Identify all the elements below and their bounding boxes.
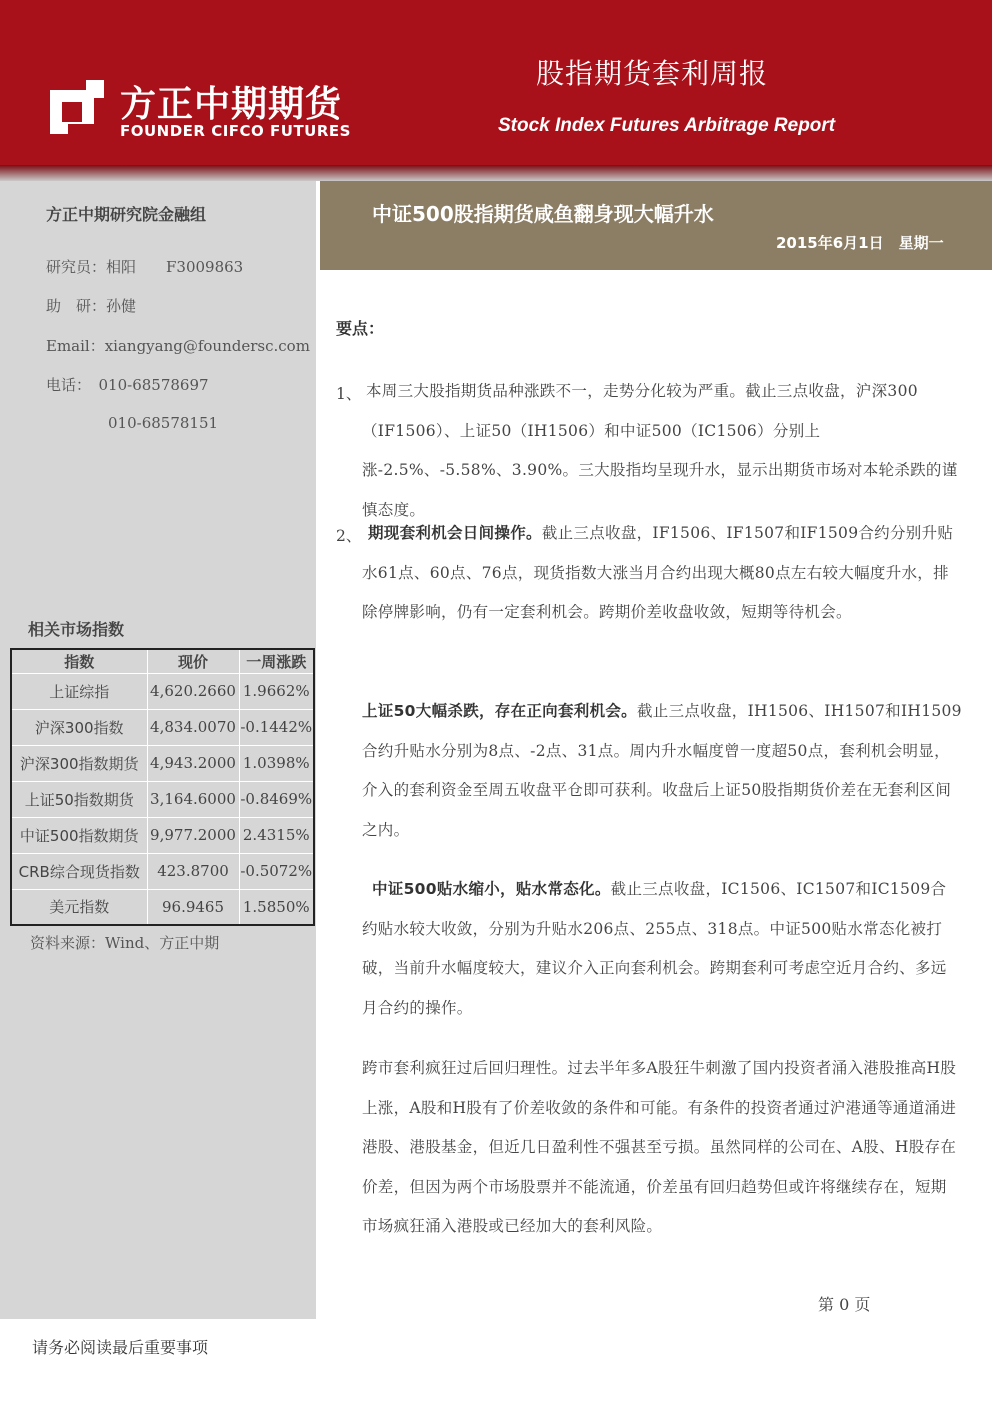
point-2-paragraph <box>362 514 962 633</box>
point-4-text: 截止三点收盘，IC1506、IC1507和IC1509合约贴水较大收敛，分别为升贴水206点、255点、318点。中证500贴水常态化被打破，当前升水幅度较大，建议介入正向套利机会。跨期套利可考虑空近月合约、多远月合约的操作。 <box>362 880 947 1017</box>
point-2-text: 截止三点收盘，IF1506、IF1507和IF1509合约分别升贴水61点、60点、76点，现货指数大涨当月合约出现大概80点左右较大幅度升水，排除停牌影响，仍有一定套利机会。跨期价差收盘收敛，短期等待机会。 <box>362 524 954 621</box>
cell-index: 上证综指 <box>11 673 147 709</box>
report-title-en: Stock Index Futures Arbitrage Report <box>498 115 836 136</box>
cell-index: 上证50指数期货 <box>11 781 147 817</box>
phone-2: 010-68578151 <box>108 414 219 432</box>
cell-change: -0.8469% <box>239 781 314 817</box>
brand-name-en: FOUNDER CIFCO FUTURES <box>120 122 351 140</box>
cell-index: 美元指数 <box>11 889 147 925</box>
point-1-paragraph <box>362 372 962 530</box>
article-title: 中证500股指期货咸鱼翻身现大幅升水 <box>372 202 714 226</box>
cell-price: 4,834.0070 <box>147 709 239 745</box>
cell-price: 4,620.2660 <box>147 673 239 709</box>
table-row <box>11 889 314 925</box>
table-row <box>11 781 314 817</box>
point-5-paragraph <box>362 1049 962 1247</box>
company-logo-icon <box>46 76 108 138</box>
report-date: 2015年6月1日 星期一 <box>776 234 944 252</box>
data-source: 资料来源：Wind、方正中期 <box>30 934 220 952</box>
cell-change: 2.4315% <box>239 817 314 853</box>
cell-index: 沪深300指数 <box>11 709 147 745</box>
table-row <box>11 817 314 853</box>
key-points-label: 要点： <box>336 319 385 338</box>
table-row <box>11 709 314 745</box>
email[interactable]: Email：xiangyang@foundersc.com <box>46 337 310 355</box>
cell-index: 中证500指数期货 <box>11 817 147 853</box>
point-2-marker: 2、 <box>336 527 362 545</box>
point-3-text: 截止三点收盘，IH1506、IH1507和IH1509合约升贴水分别为8点、-2点、31点。周内升水幅度曾一度超50点，套利机会明显，介入的套利资金至周五收盘平仓即可获利。收盘后上证50股指期货价差在无套利区间之内。 <box>362 702 962 839</box>
cell-price: 4,943.2000 <box>147 745 239 781</box>
footer-disclaimer: 请务必阅读最后重要事项 <box>32 1338 209 1357</box>
cell-price: 9,977.2000 <box>147 817 239 853</box>
cell-index: CRB综合现货指数 <box>11 853 147 889</box>
brand-name-cn: 方正中期期货 <box>120 84 343 125</box>
page-number: 第 0 页 <box>818 1295 871 1314</box>
cell-change: 1.9662% <box>239 673 314 709</box>
market-index-title: 相关市场指数 <box>28 620 125 639</box>
cell-price: 423.8700 <box>147 853 239 889</box>
cell-price: 3,164.6000 <box>147 781 239 817</box>
cell-change: 1.0398% <box>239 745 314 781</box>
table-row <box>11 745 314 781</box>
cell-index: 沪深300指数期货 <box>11 745 147 781</box>
point-2-heading: 期现套利机会日间操作。 <box>368 524 542 542</box>
market-index-table <box>10 648 315 926</box>
point-3-paragraph <box>362 692 962 850</box>
table-row <box>11 673 314 709</box>
cell-price: 96.9465 <box>147 889 239 925</box>
cell-change: 1.5850% <box>239 889 314 925</box>
table-header-row <box>11 649 314 673</box>
point-3-heading: 上证50大幅杀跌，存在正向套利机会。 <box>362 702 637 720</box>
point-1-marker: 1、 <box>336 385 362 403</box>
col-header-change: 一周涨跌 <box>239 649 314 673</box>
phone: 电话： 010-68578697 <box>46 376 209 394</box>
org-name: 方正中期研究院金融组 <box>46 205 207 224</box>
point-4-heading: 中证500贴水缩小，贴水常态化。 <box>372 880 611 898</box>
cell-change: -0.5072% <box>239 853 314 889</box>
header-shadow <box>0 165 992 181</box>
researcher: 研究员：相阳 F3009863 <box>46 258 244 276</box>
cell-change: -0.1442% <box>239 709 314 745</box>
report-title-cn: 股指期货套利周报 <box>536 57 769 90</box>
col-header-index: 指数 <box>11 649 147 673</box>
point-4-paragraph <box>362 870 962 1028</box>
point-5-text: 跨市套利疯狂过后回归理性。过去半年多A股狂牛刺激了国内投资者涌入港股推高H股上涨，A股和H股有了价差收敛的条件和可能。有条件的投资者通过沪港通等通道涌进港股、港股基金，但近几日盈利性不强甚至亏损。虽然同样的公司在、A股、H股存在价差，但因为两个市场股票并不能流通，价差虽有回归趋势但或许将继续存在，短期市场疯狂涌入港股或已经加大的套利风险。 <box>362 1059 957 1235</box>
col-header-price: 现价 <box>147 649 239 673</box>
assistant: 助 研：孙健 <box>46 297 137 315</box>
point-1-text: 本周三大股指期货品种涨跌不一，走势分化较为严重。截止三点收盘，沪深300（IF1506）、上证50（IH1506）和中证500（IC1506）分别上涨-2.5%、-5.58%、3.90%。三大股指均呈现升水，显示出期货市场对本轮杀跌的谨慎态度。 <box>362 382 958 519</box>
table-row <box>11 853 314 889</box>
